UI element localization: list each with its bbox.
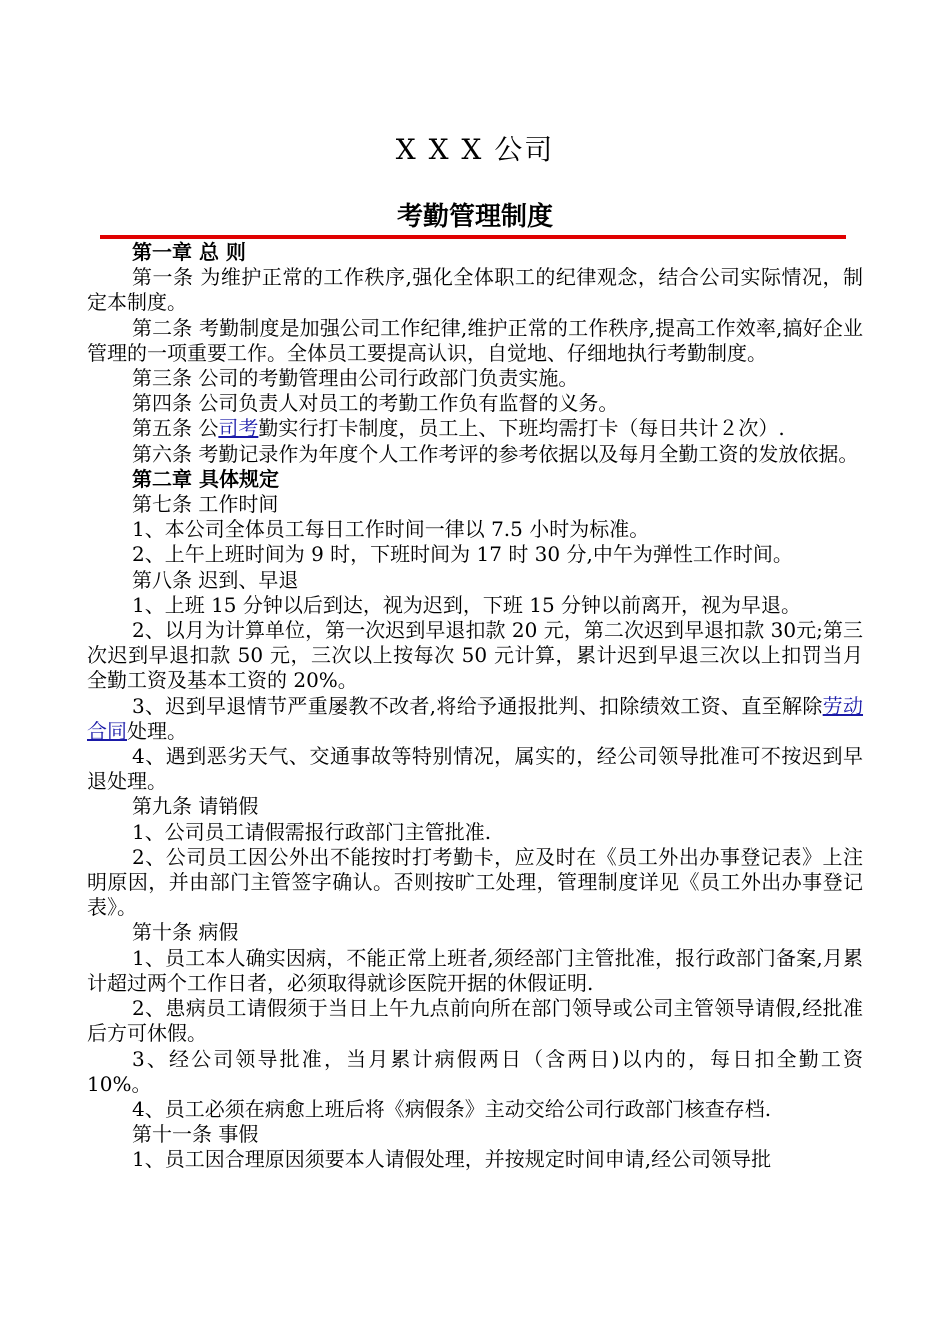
article-10-item-4: 4、员工必须在病愈上班后将《病假条》主动交给公司行政部门核查存档. xyxy=(132,1096,772,1121)
article-5 xyxy=(87,416,863,441)
article-10-item-2: 2、患病员工请假须于当日上午九点前向所在部门领导或公司主管领导请假,经批准后方可休假。 xyxy=(87,996,863,1046)
document-title: 考勤管理制度 xyxy=(396,202,553,232)
article-10-item-3: 3、经公司领导批准，当月累计病假两日（含两日)以内的，每日扣全勤工资 10%。 xyxy=(87,1046,863,1096)
article-8-item-1: 1、上班 15 分钟以后到达，视为迟到，下班 15 分钟以前离开，视为早退。 xyxy=(132,592,802,617)
article-9-item-2: 2、公司员工因公外出不能按时打考勤卡，应及时在《员工外出办事登记表》上注明原因，并由部门主管签字确认。否则按旷工处理，管理制度详见《员工外出办事登记表》。 xyxy=(87,844,863,920)
company-name: X X X 公司 xyxy=(395,133,555,166)
article-9: 第九条 请销假 xyxy=(132,794,259,819)
article-10: 第十条 病假 xyxy=(132,920,239,945)
article-11-item-1: 1、员工因合理原因须要本人请假处理，并按规定时间申请,经公司领导批 xyxy=(132,1147,772,1172)
document-body xyxy=(87,240,863,1173)
chapter-2-heading: 第二章 具体规定 xyxy=(132,466,279,491)
article-8-item-2: 2、以月为计算单位，第一次迟到早退扣款 20 元，第二次迟到早退扣款 30元;第三次迟到早退扣款 50 元，三次以上按每次 50 元计算，累计迟到早退三次以上扣罚当月全勤工资及基本工资的 20%。 xyxy=(87,618,863,693)
labor-contract-link[interactable]: 劳动合同 xyxy=(87,693,864,743)
article-3: 第三条 公司的考勤管理由公司行政部门负责实施。 xyxy=(132,366,579,391)
article-5-text-end: 勤实行打卡制度，员工上、下班均需打卡（每日共计２次）. xyxy=(258,416,785,441)
chapter-1-heading: 第一章 总 则 xyxy=(132,240,246,264)
article-8-item-3-text-start: 3、迟到早退情节严重屡教不改者,将给予通报批判、扣除绩效工资、直至解除 xyxy=(132,693,823,718)
article-6: 第六条 考勤记录作为年度个人工作考评的参考依据以及每月全勤工资的发放依据。 xyxy=(132,441,859,466)
article-8-item-3 xyxy=(87,694,863,744)
article-10-item-1: 1、员工本人确实因病，不能正常上班者,须经部门主管批准，报行政部门备案,月累计超过两个工作日者，必须取得就诊医院开据的休假证明. xyxy=(87,945,863,995)
article-2: 第二条 考勤制度是加强公司工作纪律,维护正常的工作秩序,提高工作效率,搞好企业管理的一项重要工作。全体员工要提高认识，自觉地、仔细地执行考勤制度。 xyxy=(87,315,863,365)
article-7-item-2: 2、上午上班时间为 9 时，下班时间为 17 时 30 分,中午为弹性工作时间。 xyxy=(132,542,793,567)
article-1: 第一条 为维护正常的工作秩序,强化全体职工的纪律观念，结合公司实际情况，制定本制度。 xyxy=(87,265,863,315)
article-11: 第十一条 事假 xyxy=(132,1122,259,1147)
article-7: 第七条 工作时间 xyxy=(132,492,279,517)
article-9-item-1: 1、公司员工请假需报行政部门主管批准. xyxy=(132,819,492,844)
article-8: 第八条 迟到、早退 xyxy=(132,567,299,592)
article-4: 第四条 公司负责人对员工的考勤工作负有监督的义务。 xyxy=(132,391,619,416)
attendance-link[interactable]: 司考 xyxy=(218,416,259,441)
article-7-item-1: 1、本公司全体员工每日工作时间一律以 7.5 小时为标准。 xyxy=(132,517,650,542)
article-8-item-4: 4、遇到恶劣天气、交通事故等特别情况，属实的，经公司领导批准可不按迟到早退处理。 xyxy=(87,744,863,794)
title-underline xyxy=(100,235,846,239)
article-5-text-start: 第五条 公 xyxy=(132,416,219,441)
article-8-item-3-text-end: 处理。 xyxy=(127,718,187,743)
